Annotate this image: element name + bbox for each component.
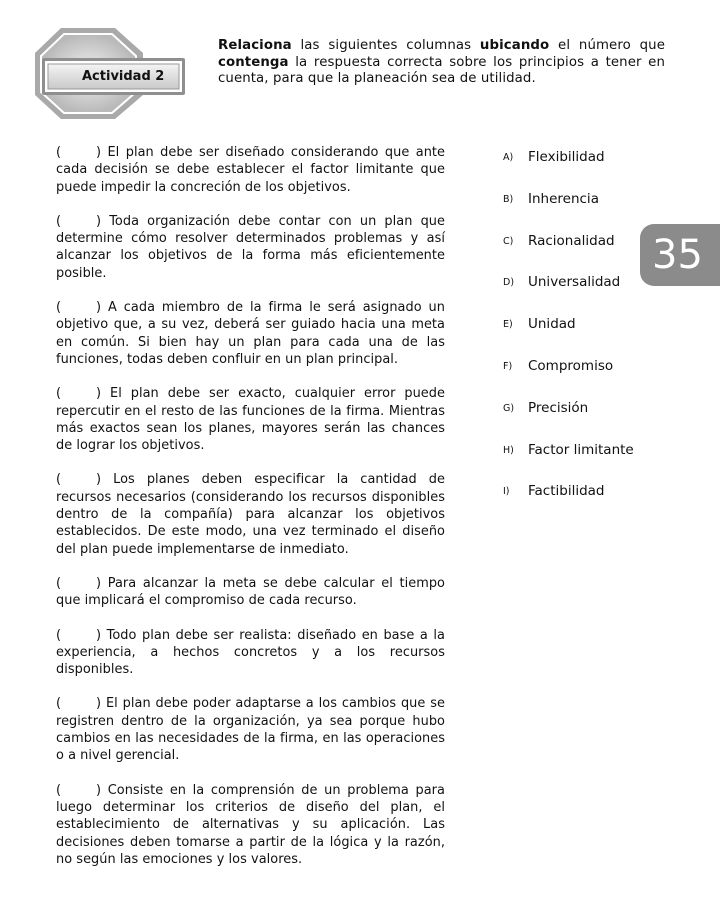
instructions <box>218 38 665 88</box>
option-label: Precisión <box>528 399 589 416</box>
option-letter: D) <box>503 277 515 289</box>
option-letter: A) <box>503 152 514 163</box>
page-number: 35 <box>652 232 703 278</box>
option-c <box>503 232 643 274</box>
option-label: Flexibilidad <box>528 149 605 165</box>
option-i <box>503 482 643 524</box>
statement-text: ) El plan debe ser diseñado considerando que ante cada decisión se debe establecer el factor limitante que puede impedir la concreción de los objetivos. <box>56 145 445 195</box>
option-h <box>503 441 643 483</box>
instructions-bold-contenga: contenga <box>218 54 289 70</box>
instructions-bold-ubicando: ubicando <box>479 38 550 53</box>
statement-text: ) Todo plan debe ser realista: diseñado en base a la experiencia, a hechos concretos y a los recursos disponibles. <box>56 627 445 678</box>
options-column <box>503 148 643 524</box>
option-e <box>503 315 643 357</box>
option-label: Inherencia <box>528 190 599 207</box>
instructions-bold-relaciona: Relaciona <box>218 38 292 53</box>
answer-blank[interactable]: ( <box>56 386 62 402</box>
instructions-text-2: el número que <box>549 38 665 53</box>
option-a <box>503 148 643 190</box>
option-label: Unidad <box>528 316 576 333</box>
statement-text: ) Consiste en la comprensión de un problema para luego determinar los criterios de diseño del plan, el establecimiento de alternativas y su aplicación. Las decisiones deben tomarse a partir de la lógica y la razón, no según las emociones y los valores. <box>56 782 445 867</box>
answer-blank[interactable]: ( <box>56 472 62 488</box>
statement-4 <box>56 385 445 454</box>
statement-text: ) A cada miembro de la firma le será asignado un objetivo que, a su vez, deberá ser guiado hacia una meta en común. Si bien hay un plan para cada una de las funciones, todas deben confluir en un plan principal. <box>56 300 445 367</box>
page-number-tab <box>640 224 720 286</box>
option-letter: G) <box>503 402 515 414</box>
instructions-text-3: la respuesta correcta sobre los principios a tener en cuenta, para que la planeación sea de utilidad. <box>218 54 665 87</box>
statement-text: ) Los planes deben especificar la cantidad de recursos necesarios (considerando los recursos disponibles dentro de la compañía) para alcanzar los objetivos establecidos. De este modo, una vez terminado el diseño del plan puede implementarse de inmediato. <box>56 472 445 557</box>
option-letter: F) <box>503 360 513 372</box>
option-f <box>503 357 643 399</box>
option-letter: B) <box>503 193 514 205</box>
option-letter: I) <box>503 486 510 498</box>
option-g <box>503 399 643 441</box>
answer-blank[interactable]: ( <box>56 575 62 591</box>
statement-8 <box>56 695 445 764</box>
answer-blank[interactable]: ( <box>56 300 62 316</box>
answer-blank[interactable]: ( <box>56 145 62 160</box>
statement-text: ) Toda organización debe contar con un plan que determine cómo resolver determinados problemas y así alcanzar los objetivos de la forma más eficientemente posible. <box>56 213 445 281</box>
option-letter: H) <box>503 444 514 456</box>
option-label: Factibilidad <box>528 483 605 500</box>
option-label: Compromiso <box>528 357 614 374</box>
answer-blank[interactable]: ( <box>56 627 62 643</box>
statement-3 <box>56 299 445 368</box>
statement-text: ) Para alcanzar la meta se debe calcular el tiempo que implicará el compromiso de cada recurso. <box>56 575 445 609</box>
option-label: Universalidad <box>528 274 621 291</box>
option-letter: E) <box>503 319 513 331</box>
answer-blank[interactable]: ( <box>56 782 62 798</box>
statements-column <box>56 144 445 885</box>
statement-2 <box>56 213 445 282</box>
statement-5 <box>56 471 445 557</box>
statement-text: ) El plan debe poder adaptarse a los cambios que se registren dentro de la organización, ya sea porque hubo cambios en las necesidades de la firma, en las operaciones o a nivel gerencial. <box>56 696 445 764</box>
statement-6 <box>56 575 445 610</box>
instructions-text-1: las siguientes columnas <box>291 38 480 53</box>
statement-text: ) El plan debe ser exacto, cualquier error puede repercutir en el resto de las funciones de la firma. Mientras más exactos sean los planes, mayores serán las chances de lograr los objetivos. <box>56 386 445 454</box>
statement-7 <box>56 627 445 679</box>
activity-badge <box>33 23 203 121</box>
option-label: Factor limitante <box>528 441 634 458</box>
statement-9 <box>56 782 445 868</box>
option-label: Racionalidad <box>528 232 615 249</box>
answer-blank[interactable]: ( <box>56 696 62 712</box>
option-d <box>503 273 643 315</box>
statement-1 <box>56 144 445 196</box>
badge-label: Actividad 2 <box>82 69 165 84</box>
answer-blank[interactable]: ( <box>56 213 62 229</box>
option-letter: C) <box>503 235 514 247</box>
option-b <box>503 190 643 232</box>
